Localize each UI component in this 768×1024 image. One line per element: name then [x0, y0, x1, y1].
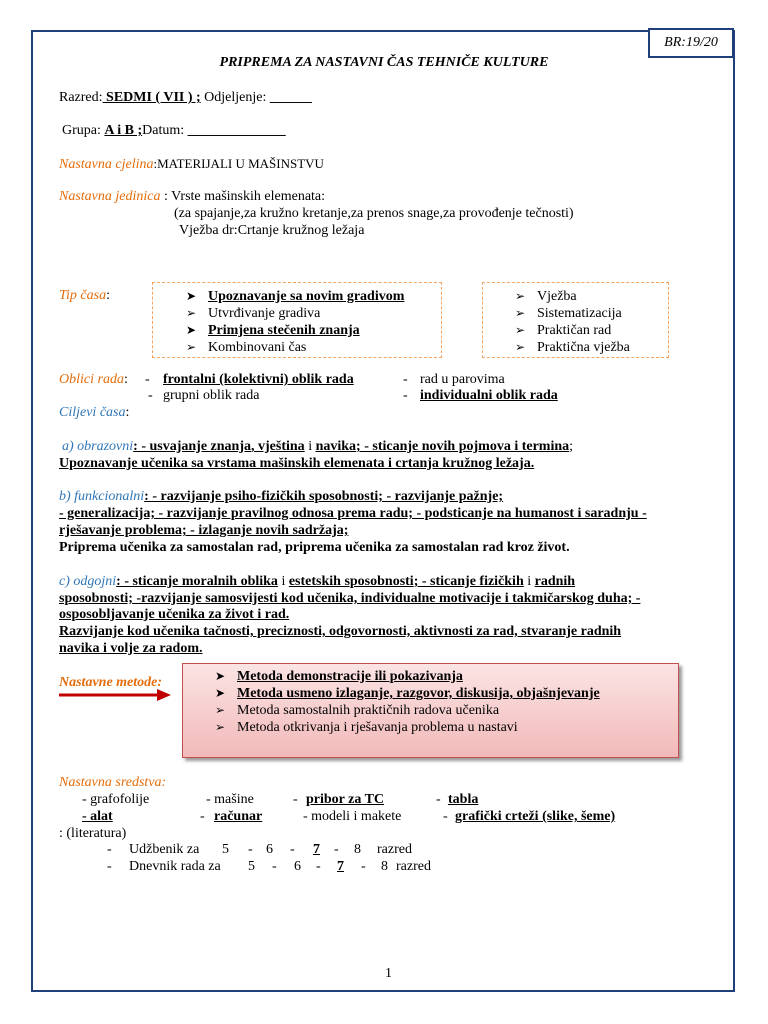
grupa-value: A i B ;: [104, 123, 143, 138]
ciljevi-b-line-1: b) funkcionalni: - razvijanje psiho-fizičkih sposobnosti; - razvijanje pažnje;: [59, 489, 504, 504]
grupa-label: Grupa:: [62, 123, 101, 138]
udzbenik-sep: -: [290, 842, 295, 857]
sredstva-modeli: - modeli i makete: [303, 809, 402, 824]
tip-casa-left-box: [152, 282, 442, 358]
dnevnik-sep: -: [316, 859, 321, 874]
ciljevi-c-label: c) odgojni: [59, 574, 117, 589]
ciljevi-c-line-5: navika i volje za radom.: [59, 641, 203, 656]
ciljevi-c-line-1: c) odgojni: - sticanje moralnih oblika i estetskih sposobnosti; - sticanje fizičkih i radnih: [59, 574, 576, 589]
metode-label: Nastavne metode:: [59, 675, 163, 690]
page-title: PRIPREMA ZA NASTAVNI ČAS TEHNIČE KULTURE: [219, 55, 549, 70]
list-item: ➢ Praktičan rad: [515, 323, 612, 338]
dnevnik-label: Dnevnik rada za: [129, 859, 221, 874]
sredstva-dash: -: [443, 809, 448, 824]
oblici-grupni: grupni oblik rada: [163, 388, 260, 403]
udzbenik-sep: -: [334, 842, 339, 857]
arrow-bullet-icon: ➤: [186, 323, 197, 337]
sredstva-label: Nastavna sredstva:: [59, 775, 167, 790]
jedinica-line-3: Vježba dr:Crtanje kružnog ležaja: [179, 223, 365, 238]
datum-blank: ______________: [187, 123, 286, 138]
ciljevi-a-line-1: a) obrazovni: - usvajanje znanja, vještina i navika; - sticanje novih pojmova i termina;: [62, 439, 574, 454]
oblici-parovi: rad u parovima: [420, 372, 505, 387]
oblici-dash-2: -: [148, 388, 153, 403]
razred-label: Razred:: [59, 90, 103, 105]
list-item: ➤ Metoda usmeno izlaganje, razgovor, diskusija, objašnjevanje: [215, 686, 600, 701]
arrow-bullet-icon: ➢: [515, 323, 526, 337]
udzbenik-dash: -: [107, 842, 112, 857]
sredstva-racunar: računar: [214, 809, 263, 824]
tip-casa-right-list: [483, 283, 668, 356]
cjelina-value: :MATERIJALI U MAŠINSTVU: [153, 156, 324, 171]
tip-casa-left-list: [153, 283, 441, 356]
ciljevi-c-line-2: sposobnosti; -razvijanje samosvijesti kod učenika, individualne motivacije i takmičarskog duha; -: [59, 591, 641, 606]
ciljevi-label: Ciljevi časa: [59, 405, 126, 420]
dnevnik-grade: 6: [294, 859, 301, 874]
cjelina-label: Nastavna cjelina: [59, 157, 154, 172]
udzbenik-grade-selected: 7: [313, 842, 320, 857]
list-item: ➤ Primjena stečenih znanja: [186, 323, 360, 338]
jedinica-value: : Vrste mašinskih elemenata:: [160, 189, 326, 204]
tip-casa-colon: :: [106, 288, 110, 303]
tip-casa-heading: [59, 288, 110, 304]
dnevnik-grade: 5: [248, 859, 255, 874]
sredstva-alat: - alat: [82, 809, 113, 824]
oblici-label: Oblici rada: [59, 372, 124, 387]
metode-list: [183, 664, 678, 736]
udzbenik-grade: 8: [354, 842, 361, 857]
grupa-line: [62, 123, 286, 139]
dnevnik-grade: 8: [381, 859, 388, 874]
oblici-dash-4: -: [403, 388, 408, 403]
udzbenik-grade: 6: [266, 842, 273, 857]
red-arrow-icon: [59, 689, 171, 701]
razred-value: SEDMI ( VII ) ;: [102, 90, 201, 105]
udzbenik-sep: -: [248, 842, 253, 857]
br-number-box: BR:19/20: [648, 28, 734, 58]
arrow-bullet-icon: ➤: [186, 289, 197, 303]
list-item: ➢ Metoda otkrivanja i rješavanja problema u nastavi: [215, 720, 518, 735]
oblici-heading: Oblici rada:: [59, 372, 128, 387]
list-item: ➢ Praktična vježba: [515, 340, 630, 355]
sredstva-masine: - mašine: [206, 792, 254, 807]
tip-casa-label: Tip časa: [59, 288, 107, 303]
list-item: ➤ Upoznavanje sa novim gradivom: [186, 289, 405, 304]
razred-line: [59, 90, 312, 106]
arrow-bullet-icon: ➢: [186, 306, 197, 320]
arrow-bullet-icon: ➢: [515, 306, 526, 320]
ciljevi-c-line-4: Razvijanje kod učenika tačnosti, preciznosti, odgovornosti, aktivnosti za rad, stvaranje radnih: [59, 624, 622, 639]
odjeljenje-label: Odjeljenje:: [204, 90, 267, 105]
sredstva-pribor: pribor za TC: [306, 792, 385, 807]
arrow-bullet-icon: ➢: [515, 289, 526, 303]
list-item: ➤ Metoda demonstracije ili pokazivanja: [215, 669, 463, 684]
list-item: ➢ Metoda samostalnih praktičnih radova učenika: [215, 703, 500, 718]
jedinica-line-2: (za spajanje,za kružno kretanje,za prenos snage,za provođenje tečnosti): [174, 206, 574, 221]
sredstva-graficki: grafički crteži (slike, šeme): [455, 809, 616, 824]
oblici-frontalni: frontalni (kolektivni) oblik rada: [163, 372, 354, 387]
list-item: ➢ Kombinovani čas: [186, 340, 307, 355]
udzbenik-grade: 5: [222, 842, 229, 857]
ciljevi-b-label: b) funkcionalni: [59, 489, 145, 504]
page-number: 1: [385, 966, 392, 981]
arrow-bullet-icon: ➤: [215, 669, 226, 683]
arrow-bullet-icon: ➢: [186, 340, 197, 354]
odjeljenje-blank: ______: [269, 90, 312, 105]
arrow-bullet-icon: ➢: [215, 720, 226, 734]
dnevnik-razred: razred: [396, 859, 431, 874]
arrow-bullet-icon: ➢: [515, 340, 526, 354]
ciljevi-a-label: a) obrazovni: [62, 439, 134, 454]
arrow-bullet-icon: ➤: [215, 686, 226, 700]
metode-box: [182, 663, 679, 758]
dnevnik-sep: -: [361, 859, 366, 874]
ciljevi-c-line-3: osposobljavanje učenika za život i rad.: [59, 607, 290, 622]
oblici-dash-1: -: [145, 372, 150, 387]
oblici-individualni: individualni oblik rada: [420, 388, 558, 403]
list-item: ➢ Vježba: [515, 289, 577, 304]
ciljevi-b-line-4: Priprema učenika za samostalan rad, priprema učenika za samostalan rad kroz život.: [59, 540, 570, 555]
oblici-dash-3: -: [403, 372, 408, 387]
sredstva-grafofolije: - grafofolije: [82, 792, 150, 807]
datum-label: Datum:: [142, 123, 185, 138]
ciljevi-b-line-2: - generalizacija; - razvijanje pravilnog odnosa prema radu; - podsticanje na humanost i saradnju -: [59, 506, 647, 521]
ciljevi-a-line-2: Upoznavanje učenika sa vrstama mašinskih elemenata i crtanja kružnog ležaja.: [59, 456, 535, 471]
sredstva-literatura: : (literatura): [59, 826, 127, 841]
list-item: ➢ Utvrđivanje gradiva: [186, 306, 321, 321]
dnevnik-dash: -: [107, 859, 112, 874]
udzbenik-razred: razred: [377, 842, 412, 857]
dnevnik-sep: -: [272, 859, 277, 874]
ciljevi-b-line-3: rješavanje problema; - izlaganje novih sadržaja;: [59, 523, 349, 538]
dnevnik-grade-selected: 7: [337, 859, 344, 874]
sredstva-dash: -: [293, 792, 298, 807]
sredstva-tabla: tabla: [448, 792, 479, 807]
sredstva-dash: -: [436, 792, 441, 807]
tip-casa-right-box: [482, 282, 669, 358]
arrow-bullet-icon: ➢: [215, 703, 226, 717]
cjelina-line: [59, 156, 324, 173]
list-item: ➢ Sistematizacija: [515, 306, 622, 321]
jedinica-line-1: [59, 189, 325, 205]
jedinica-label: Nastavna jedinica: [59, 189, 161, 204]
sredstva-dash: -: [200, 809, 205, 824]
udzbenik-label: Udžbenik za: [129, 842, 200, 857]
ciljevi-heading: Ciljevi časa:: [59, 405, 130, 420]
